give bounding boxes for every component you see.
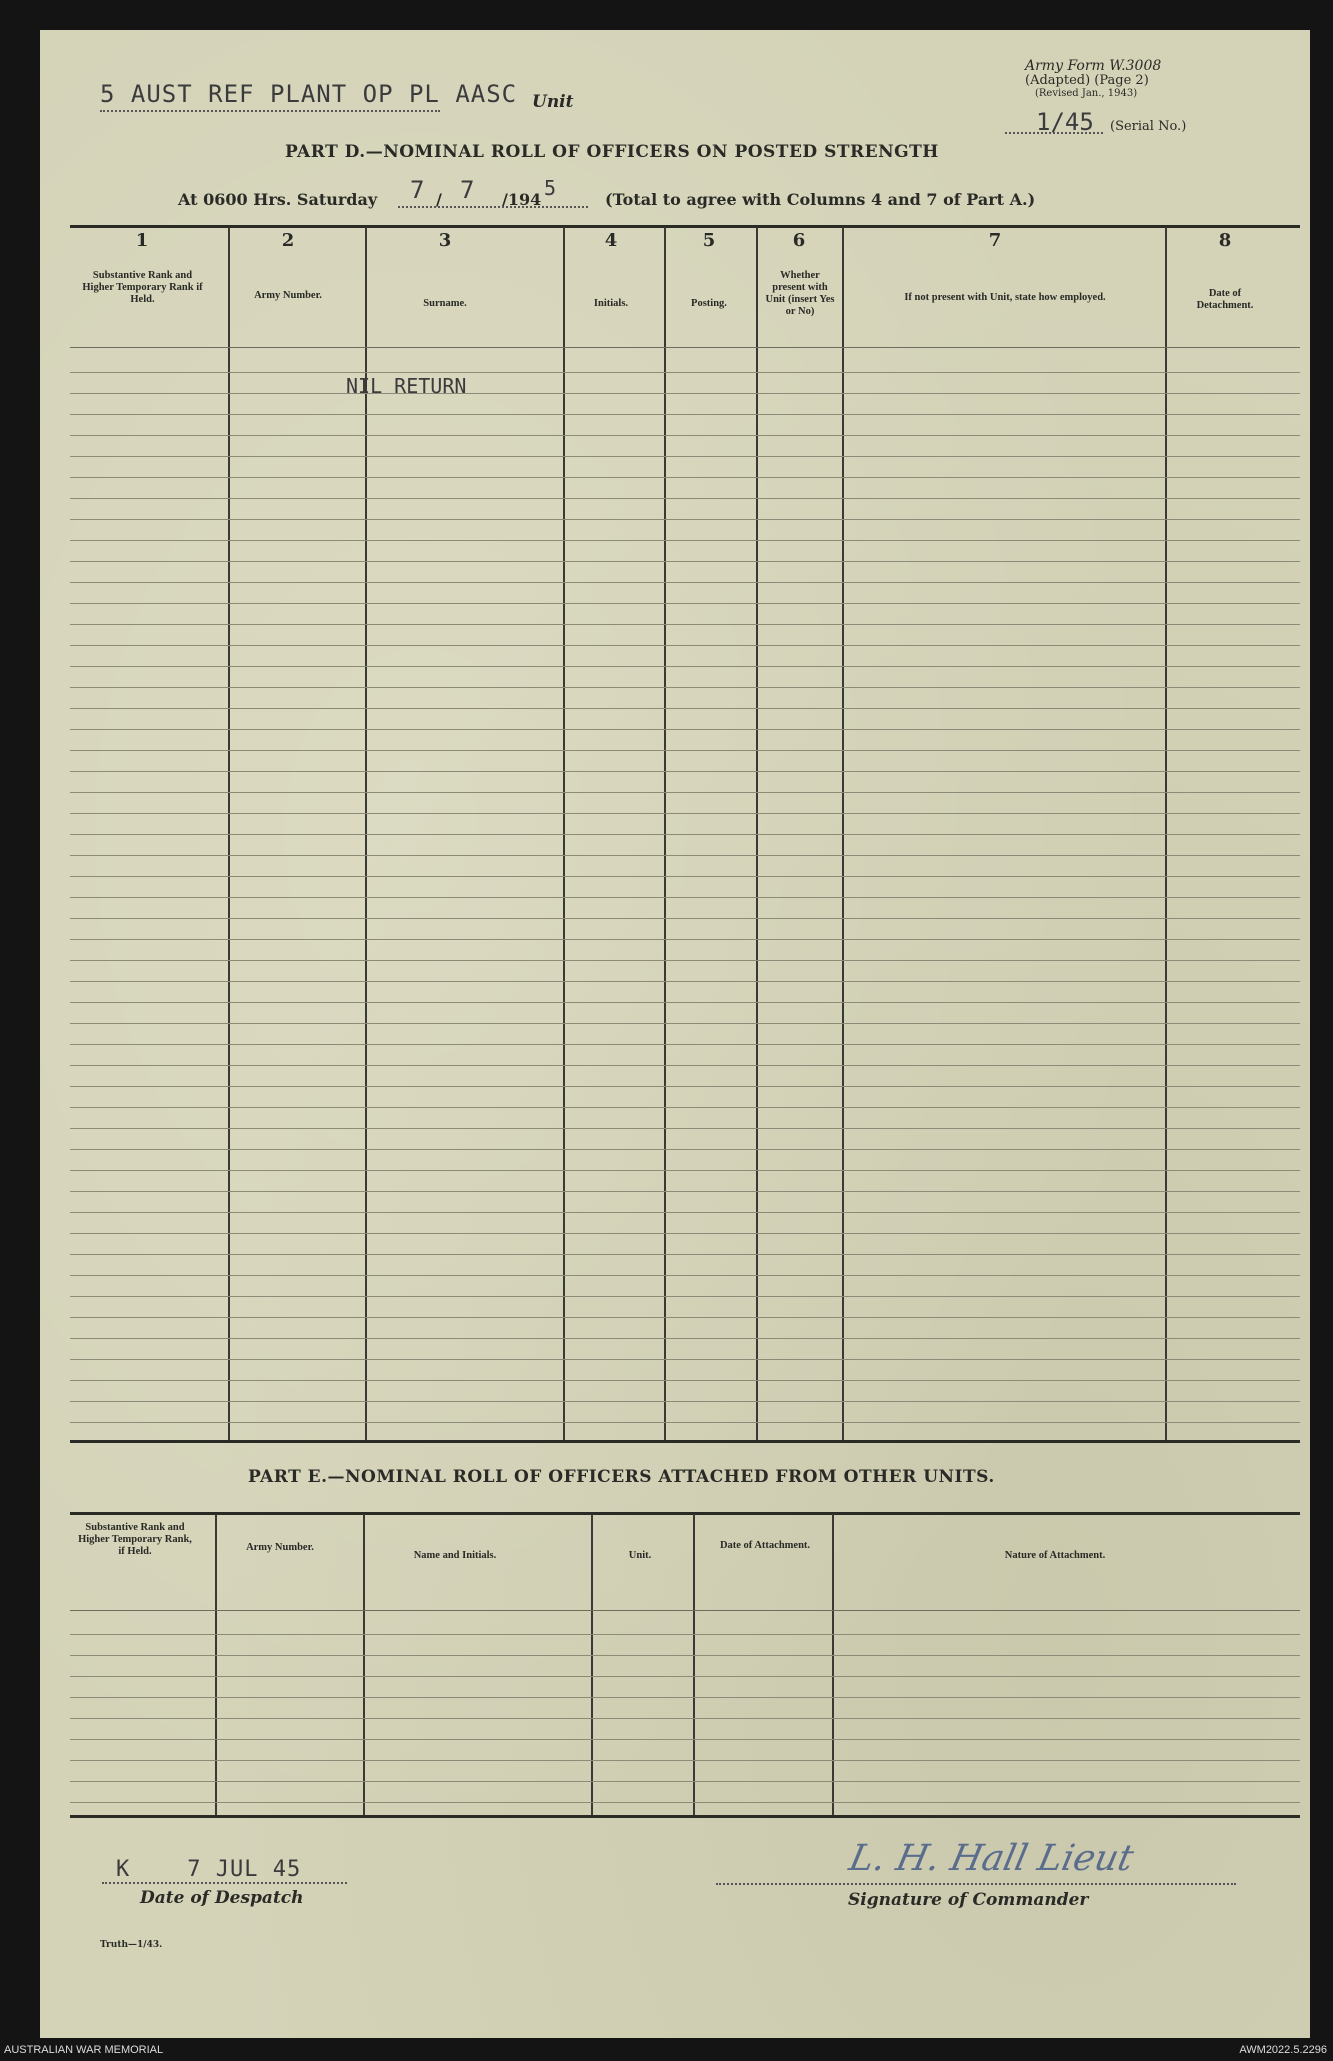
parte-rows-line — [70, 1718, 1300, 1719]
partd-rows-line — [70, 561, 1300, 562]
partd-rows-line — [70, 1002, 1300, 1003]
partd-rows-line — [70, 897, 1300, 898]
partd-rows-line — [70, 519, 1300, 520]
partd-rows-line — [70, 1107, 1300, 1108]
partd-rows-line — [70, 645, 1300, 646]
parte-vlines-line — [693, 1514, 695, 1817]
partd-rows-line — [70, 792, 1300, 793]
unit-name: 5 AUST REF PLANT OP PL AASC — [100, 80, 518, 108]
parte-rows-line — [70, 1610, 1300, 1611]
parte-rows-line — [70, 1760, 1300, 1761]
date-year-digit: 5 — [544, 176, 557, 200]
total-note: (Total to agree with Columns 4 and 7 of Part A.) — [605, 190, 1036, 209]
date-day: 7 — [410, 176, 425, 204]
partd-rows-line — [70, 1338, 1300, 1339]
part-e-col-rank: Substantive Rank and Higher Temporary Rank, if Held. — [78, 1522, 192, 1557]
col-8-number: 8 — [1218, 230, 1232, 251]
part-d-bottom-rule — [70, 1440, 1300, 1443]
form-adapted: (Adapted) (Page 2) — [1025, 73, 1149, 88]
unit-dotline — [100, 110, 440, 112]
partd-rows-line — [70, 1044, 1300, 1045]
stamp-k-mark: K — [116, 1857, 188, 1882]
partd-rows-line — [70, 603, 1300, 604]
parte-vlines-line — [363, 1514, 365, 1817]
col-7-number: 7 — [988, 230, 1002, 251]
printer-mark: Truth—1/43. — [100, 1940, 163, 1950]
part-d-top-rule — [70, 225, 1300, 228]
commander-label: Signature of Commander — [848, 1890, 1089, 1910]
partd-rows-line — [70, 939, 1300, 940]
partd-rows-line — [70, 1149, 1300, 1150]
date-slash: / — [436, 190, 442, 209]
part-e-col-army-number: Army Number. — [246, 1542, 314, 1553]
partd-rows-line — [70, 1086, 1300, 1087]
col-4-header: Initials. — [593, 298, 629, 309]
partd-rows-line — [70, 1128, 1300, 1129]
partd-rows-line — [70, 393, 1300, 394]
partd-rows-line — [70, 876, 1300, 877]
col-6-number: 6 — [792, 230, 806, 251]
date-month: 7 — [460, 176, 475, 204]
form-sheet — [40, 30, 1310, 2038]
partd-rows-line — [70, 855, 1300, 856]
partd-rows-line — [70, 1191, 1300, 1192]
partd-rows-line — [70, 708, 1300, 709]
partd-rows-line — [70, 624, 1300, 625]
despatch-label: Date of Despatch — [140, 1888, 304, 1908]
partd-rows-line — [70, 1233, 1300, 1234]
despatch-date-stamp: K 7 JUL 45 — [116, 1857, 302, 1882]
partd-rows-line — [70, 456, 1300, 457]
partd-rows-line — [70, 1296, 1300, 1297]
parte-rows-line — [70, 1739, 1300, 1740]
parte-rows-line — [70, 1655, 1300, 1656]
commander-dotline — [716, 1883, 1236, 1885]
partd-rows-line — [70, 1422, 1300, 1423]
partd-rows-line — [70, 1380, 1300, 1381]
partd-rows-line — [70, 1212, 1300, 1213]
at-prefix: At 0600 Hrs. Saturday — [178, 190, 378, 209]
part-d-date-line — [178, 190, 377, 209]
partd-rows-line — [70, 750, 1300, 751]
parte-vlines-line — [832, 1514, 834, 1817]
col-2-number: 2 — [281, 230, 295, 251]
part-e-col-date: Date of Attachment. — [719, 1540, 811, 1551]
commander-signature: L. H. Hall Lieut — [845, 1838, 1138, 1879]
part-e-bottom-rule — [70, 1815, 1300, 1818]
part-d-title: PART D.—NOMINAL ROLL OF OFFICERS ON POSTED STRENGTH — [285, 142, 939, 162]
part-e-top-rule — [70, 1512, 1300, 1515]
partd-rows-line — [70, 834, 1300, 835]
partd-rows-line — [70, 1275, 1300, 1276]
col-7-header: If not present with Unit, state how employed. — [904, 292, 1106, 303]
partd-rows-line — [70, 582, 1300, 583]
partd-rows-line — [70, 1170, 1300, 1171]
partd-rows-line — [70, 1023, 1300, 1024]
serial-number: 1/45 — [1036, 108, 1094, 136]
serial-label: (Serial No.) — [1110, 119, 1187, 134]
col-3-header: Surname. — [423, 298, 467, 309]
col-3-number: 3 — [438, 230, 452, 251]
col-8-header: Date of Detachment. — [1196, 288, 1254, 311]
col-1-number: 1 — [135, 230, 149, 251]
archive-footer — [0, 2038, 1333, 2061]
parte-vlines-line — [591, 1514, 593, 1817]
part-e-col-nature: Nature of Attachment. — [1004, 1550, 1106, 1561]
partd-rows-line — [70, 1317, 1300, 1318]
part-e-col-name: Name and Initials. — [413, 1550, 497, 1561]
partd-rows-line — [70, 813, 1300, 814]
partd-rows-line — [70, 1254, 1300, 1255]
partd-rows-line — [70, 498, 1300, 499]
col-5-header: Posting. — [691, 298, 727, 309]
archive-left: AUSTRALIAN WAR MEMORIAL — [4, 2044, 164, 2056]
form-number: Army Form W.3008 — [1025, 58, 1162, 74]
partd-rows-line — [70, 414, 1300, 415]
partd-rows-line — [70, 981, 1300, 982]
partd-rows-line — [70, 729, 1300, 730]
partd-rows-line — [70, 1401, 1300, 1402]
partd-rows-line — [70, 435, 1300, 436]
col-1-header: Substantive Rank and Higher Temporary Rank if Held. — [82, 270, 203, 305]
part-e-title: PART E.—NOMINAL ROLL OF OFFICERS ATTACHED FROM OTHER UNITS. — [248, 1467, 995, 1487]
unit-label: Unit — [532, 92, 574, 112]
despatch-dotline — [102, 1882, 347, 1884]
partd-rows-line — [70, 687, 1300, 688]
col-6-header: Whether present with Unit (insert Yes or No) — [765, 270, 835, 317]
col-5-number: 5 — [702, 230, 716, 251]
partd-rows-line — [70, 666, 1300, 667]
partd-rows-line — [70, 771, 1300, 772]
partd-rows-line — [70, 918, 1300, 919]
parte-rows-line — [70, 1781, 1300, 1782]
parte-rows-line — [70, 1802, 1300, 1803]
archive-right: AWM2022.5.2296 — [1239, 2044, 1327, 2056]
partd-rows-line — [70, 960, 1300, 961]
date-dotline — [398, 206, 588, 208]
parte-vlines-line — [215, 1514, 217, 1817]
parte-rows-line — [70, 1697, 1300, 1698]
col-4-number: 4 — [604, 230, 618, 251]
part-e-col-unit: Unit. — [628, 1550, 652, 1561]
form-revised: (Revised Jan., 1943) — [1035, 88, 1138, 99]
partd-rows-line — [70, 1065, 1300, 1066]
parte-rows-line — [70, 1676, 1300, 1677]
partd-rows-line — [70, 540, 1300, 541]
partd-rows-line — [70, 1359, 1300, 1360]
nil-return-entry: NIL RETURN — [346, 374, 467, 398]
partd-rows-line — [70, 477, 1300, 478]
partd-rows-line — [70, 347, 1300, 348]
col-2-header: Army Number. — [254, 290, 322, 301]
parte-rows-line — [70, 1634, 1300, 1635]
date-year-printed: /194 — [502, 190, 542, 209]
partd-rows-line — [70, 372, 1300, 373]
